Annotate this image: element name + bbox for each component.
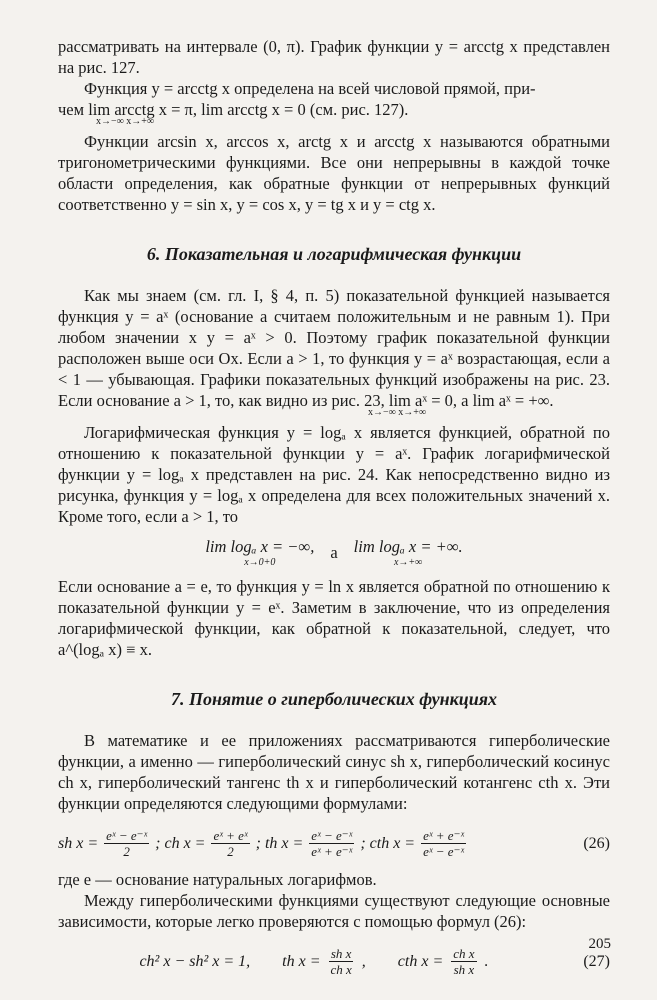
paragraph-arcctg-domain-line1: Функция y = arcctg x определена на всей числовой прямой, при- (84, 79, 536, 98)
limit-expression: lim logₐ x = −∞, (205, 537, 315, 556)
page-number: 205 (588, 936, 611, 952)
section-heading-6: 6. Показательная и логарифмическая функции (146, 244, 522, 264)
fraction-numerator: eˣ + e⁻ˣ (423, 828, 465, 843)
eq-identity: ch² x − sh² x = 1, (139, 952, 251, 970)
fraction-numerator: eˣ + eˣ (213, 828, 248, 843)
fraction-numerator: ch x (453, 946, 475, 961)
paragraph-exponential: Как мы знаем (см. гл. I, § 4, п. 5) показательной функцией называется функция y = aˣ (основание a считаем положительным и не равным 1). При любом значении x y = aˣ > 0. Поэтому график показательной функции расположен выше оси Ox. Если a > 1, то функция y = aˣ возрастающая, если a < 1 — убывающая. Графики показательных функций изображены на рис. 23. Если основание a > 1, то, как видно из рис. 23, lim aˣ = 0, а lim aˣ = +∞. (58, 286, 610, 410)
page-body (58, 36, 610, 987)
paragraph-arcctg-domain-line2: чем lim arcctg x = π, lim arcctg x = 0 (см. рис. 127). (58, 100, 409, 119)
fraction-denominator: 2 (227, 844, 234, 859)
separator: ; (360, 834, 366, 852)
section-heading-7: 7. Понятие о гиперболических функциях (170, 689, 498, 709)
paragraph-relations: Между гиперболическими функциями существуют следующие основные зависимости, которые легко проверяются с помощью формул (26): (58, 891, 610, 931)
limit-expression: lim logₐ x = +∞. (353, 537, 463, 556)
paragraph-e-base: где e — основание натуральных логарифмов. (58, 870, 377, 889)
conjunction: а (330, 542, 338, 562)
fraction-numerator: eˣ − e⁻ˣ (106, 828, 148, 843)
fraction-denominator: eˣ − e⁻ˣ (423, 844, 465, 859)
limit-subscript: x→0+0 (244, 557, 276, 568)
limit-subscripts: x→−∞ x→+∞ (96, 116, 155, 127)
fraction-denominator: ch x (330, 962, 352, 977)
fraction-denominator: 2 (123, 844, 130, 859)
fraction-numerator: sh x (330, 946, 352, 961)
eq-cth-lhs: cth x = (369, 834, 416, 852)
paragraph-arcctg-interval: рассматривать на интервале (0, π). График функции y = arcctg x представлен на рис. 127. (58, 37, 610, 77)
limit-subscripts-exp: x→−∞ x→+∞ (368, 407, 427, 418)
eq-ch-lhs: ch x = (164, 834, 206, 852)
separator: , (361, 952, 366, 970)
separator: ; (255, 834, 261, 852)
fraction-ch (211, 828, 249, 859)
separator: . (484, 952, 489, 970)
fraction-denominator: sh x (453, 962, 475, 977)
equation-number: (27) (583, 952, 610, 970)
equation-26 (58, 828, 610, 859)
limit-log-plus (354, 537, 463, 568)
eq-cth-lhs: cth x = (397, 952, 444, 970)
equation-number: (26) (583, 834, 610, 852)
fraction-cth (421, 828, 466, 859)
fraction-th (309, 828, 354, 859)
paragraph-natural-log: Если основание a = e, то функция y = ln x является обратной по отношению к показательной функции y = eˣ. Заметим в заключение, что из определения логарифмической функции, как обратной к показательной, следует, что a^(logₐ x) ≡ x. (58, 577, 610, 659)
eq-sh-lhs: sh x = (58, 834, 99, 852)
fraction-sh (104, 828, 149, 859)
fraction-denominator: eˣ + e⁻ˣ (311, 844, 353, 859)
formula-log-limits (58, 537, 610, 568)
eq-th-lhs: th x = (264, 834, 304, 852)
limit-subscript: x→+∞ (393, 557, 423, 568)
equation-27 (58, 946, 610, 977)
fraction-th (329, 946, 354, 977)
limit-log-minus (205, 537, 314, 568)
paragraph-inverse-trig: Функции arcsin x, arccos x, arctg x и arcctg x называются обратными тригонометрическими функциями. Все они непрерывны в каждой точке области определения, как обратные функции от непрерывных функций соответственно y = sin x, y = cos x, y = tg x и y = ctg x. (58, 132, 610, 214)
fraction-cth (451, 946, 476, 977)
paragraph-hyperbolic: В математике и ее приложениях рассматриваются гиперболические функции, а именно — гиперболический синус sh x, гиперболический косинус ch x, гиперболический тангенс th x и гиперболический котангенс cth x. Эти функции определяются следующими формулами: (58, 731, 610, 813)
fraction-numerator: eˣ − e⁻ˣ (311, 828, 353, 843)
separator: ; (155, 834, 161, 852)
eq-th-lhs: th x = (282, 952, 321, 970)
paragraph-logarithmic: Логарифмическая функция y = logₐ x является функцией, обратной по отношению к показательной функции y = aˣ. График логарифмической функции y = logₐ x представлен на рис. 24. Как непосредственно видно из рисунка, функция y = logₐ x определена для всех положительных значений x. Кроме того, если a > 1, то (58, 423, 610, 526)
